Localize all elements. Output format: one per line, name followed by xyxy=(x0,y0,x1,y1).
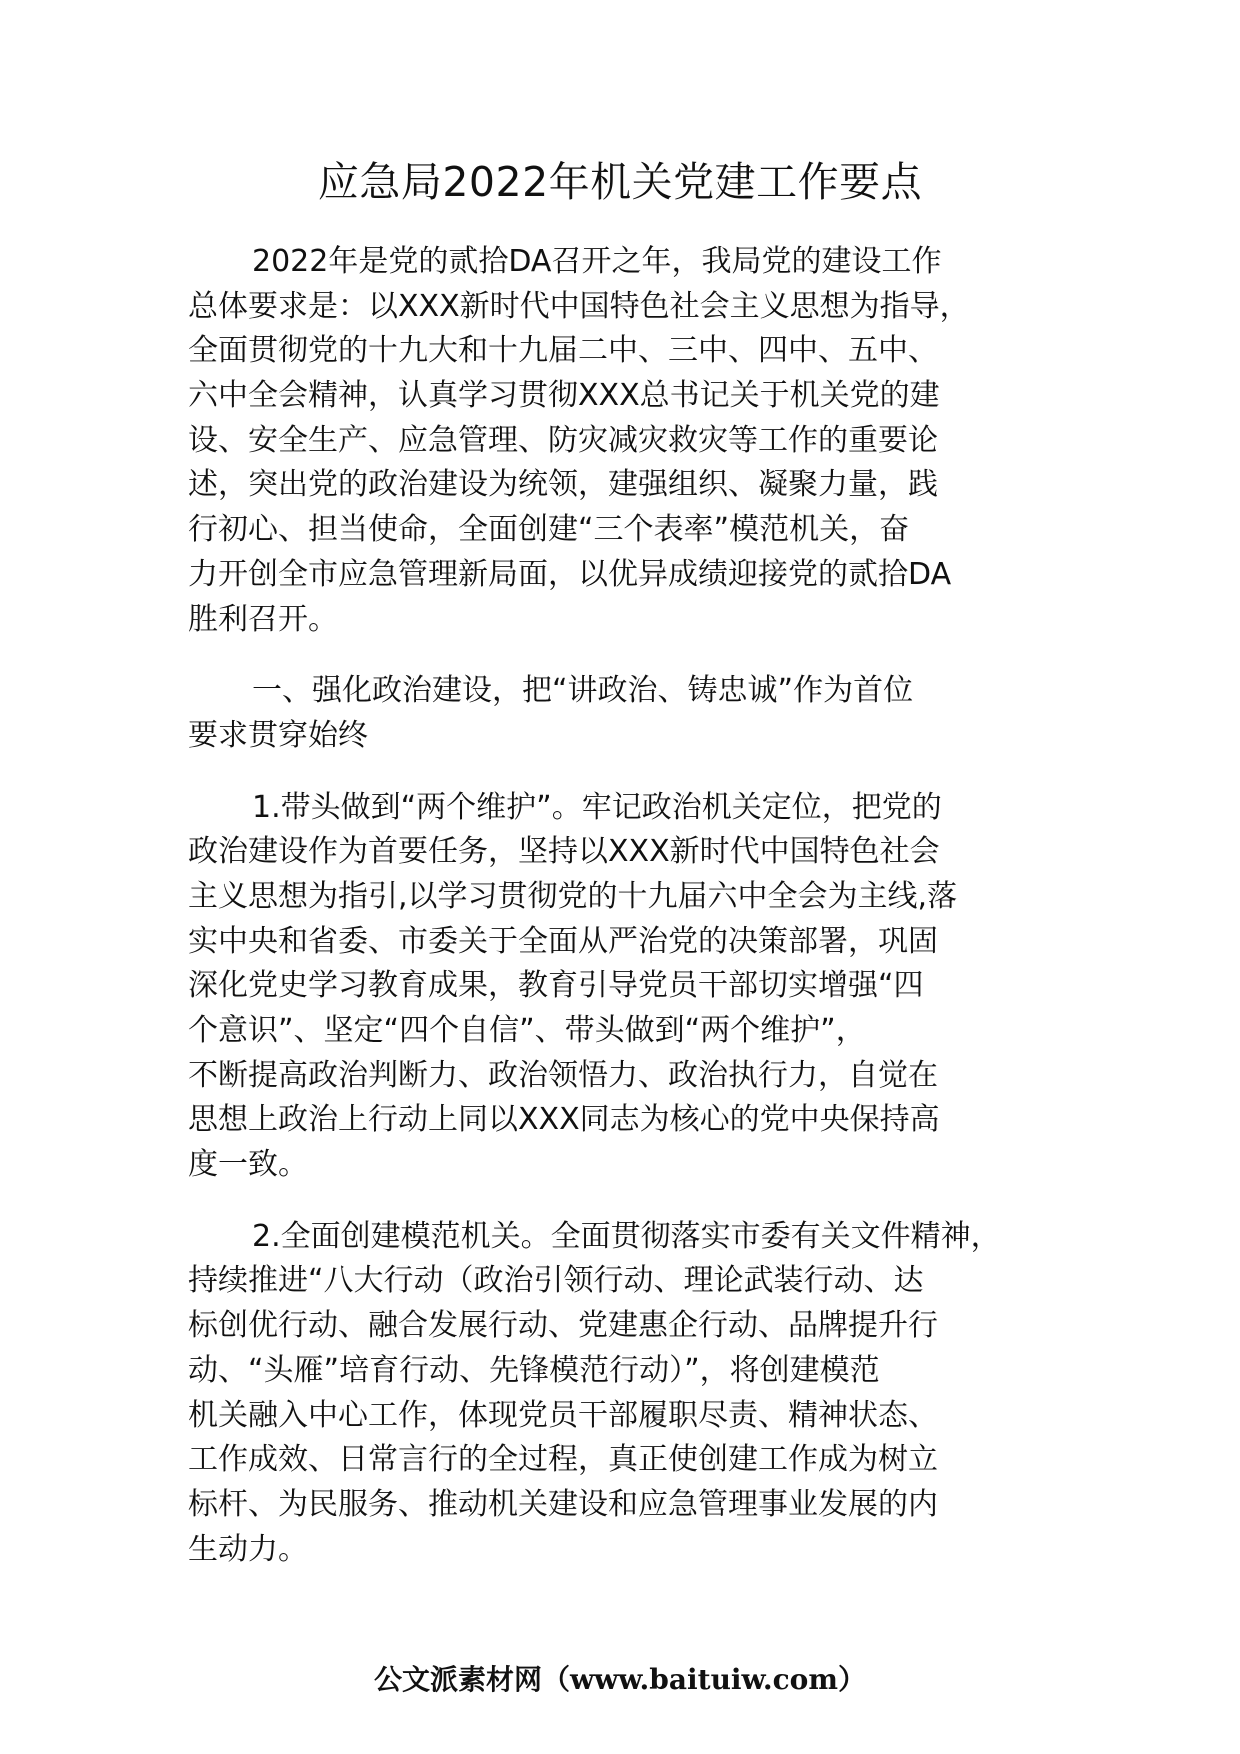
paragraph-line: 动、“头雁”培育行动、先锋模范行动）”，将创建模范 xyxy=(188,1352,880,1388)
paragraph-line: 总体要求是：以XXX新时代中国特色社会主义思想为指导， xyxy=(188,288,970,324)
paragraph-line: 个意识”、坚定“四个自信”、带头做到“两个维护”， xyxy=(188,1013,866,1048)
paragraph-line: 实中央和省委、市委关于全面从严治党的决策部署，巩固 xyxy=(188,923,938,959)
paragraph-line: 六中全会精神，认真学习贯彻XXX总书记关于机关党的建 xyxy=(188,378,940,414)
paragraph-line: 2022年是党的贰拾DA召开之年，我局党的建设工作 xyxy=(252,244,942,279)
paragraph-line: 1.带头做到“两个维护”。牢记政治机关定位，把党的 xyxy=(252,789,942,825)
paragraph-line: 主义思想为指引,以学习贯彻党的十九届六中全会为主线,落 xyxy=(188,878,958,914)
paragraph-line: 持续推进“八大行动（政治引领行动、理论武装行动、达 xyxy=(188,1263,924,1299)
paragraph-line: 思想上政治上行动上同以XXX同志为核心的党中央保持高 xyxy=(188,1102,940,1138)
paragraph-line: 标创优行动、融合发展行动、党建惠企行动、品牌提升行 xyxy=(188,1308,938,1344)
paragraph-line: 行初心、担当使命，全面创建“三个表率”模范机关，奋 xyxy=(188,512,910,548)
paragraph-line: 一、强化政治建设，把“讲政治、铸忠诚”作为首位 xyxy=(252,673,914,709)
section-heading-1 xyxy=(188,669,1058,758)
paragraph-line: 全面贯彻党的十九大和十九届二中、三中、四中、五中、 xyxy=(188,333,938,369)
paragraph-line: 设、安全生产、应急管理、防灾减灾救灾等工作的重要论 xyxy=(188,422,938,458)
paragraph-line: 政治建设作为首要任务，坚持以XXX新时代中国特色社会 xyxy=(188,834,940,870)
paragraph-intro xyxy=(188,240,1058,642)
paragraph-line: 力开创全市应急管理新局面，以优异成绩迎接党的贰拾DA xyxy=(188,556,952,592)
document-title: 应急局2022年机关党建工作要点 xyxy=(317,158,923,206)
paragraph-line: 不断提高政治判断力、政治领悟力、政治执行力，自觉在 xyxy=(188,1057,938,1093)
paragraph-line: 胜利召开。 xyxy=(188,601,338,637)
footer-watermark-text: 公文派素材网（www.baituiw.com） xyxy=(374,1663,866,1696)
paragraph-line: 工作成效、日常言行的全过程，真正使创建工作成为树立 xyxy=(188,1442,938,1478)
paragraph-line: 深化党史学习教育成果，教育引导党员干部切实增强“四 xyxy=(188,968,924,1004)
paragraph-line: 度一致。 xyxy=(188,1147,308,1183)
paragraph-line: 要求贯穿始终 xyxy=(188,717,368,753)
paragraph-item-1 xyxy=(188,786,1058,1188)
paragraph-item-2 xyxy=(188,1215,1058,1573)
paragraph-line: 述，突出党的政治建设为统领，建强组织、凝聚力量，践 xyxy=(188,467,938,503)
paragraph-line: 生动力。 xyxy=(188,1531,308,1567)
paragraph-line: 2.全面创建模范机关。全面贯彻落实市委有关文件精神， xyxy=(252,1218,1001,1254)
paragraph-line: 标杆、为民服务、推动机关建设和应急管理事业发展的内 xyxy=(188,1486,938,1522)
document-body xyxy=(188,240,1058,1572)
paragraph-line: 机关融入中心工作，体现党员干部履职尽责、精神状态、 xyxy=(188,1397,938,1433)
